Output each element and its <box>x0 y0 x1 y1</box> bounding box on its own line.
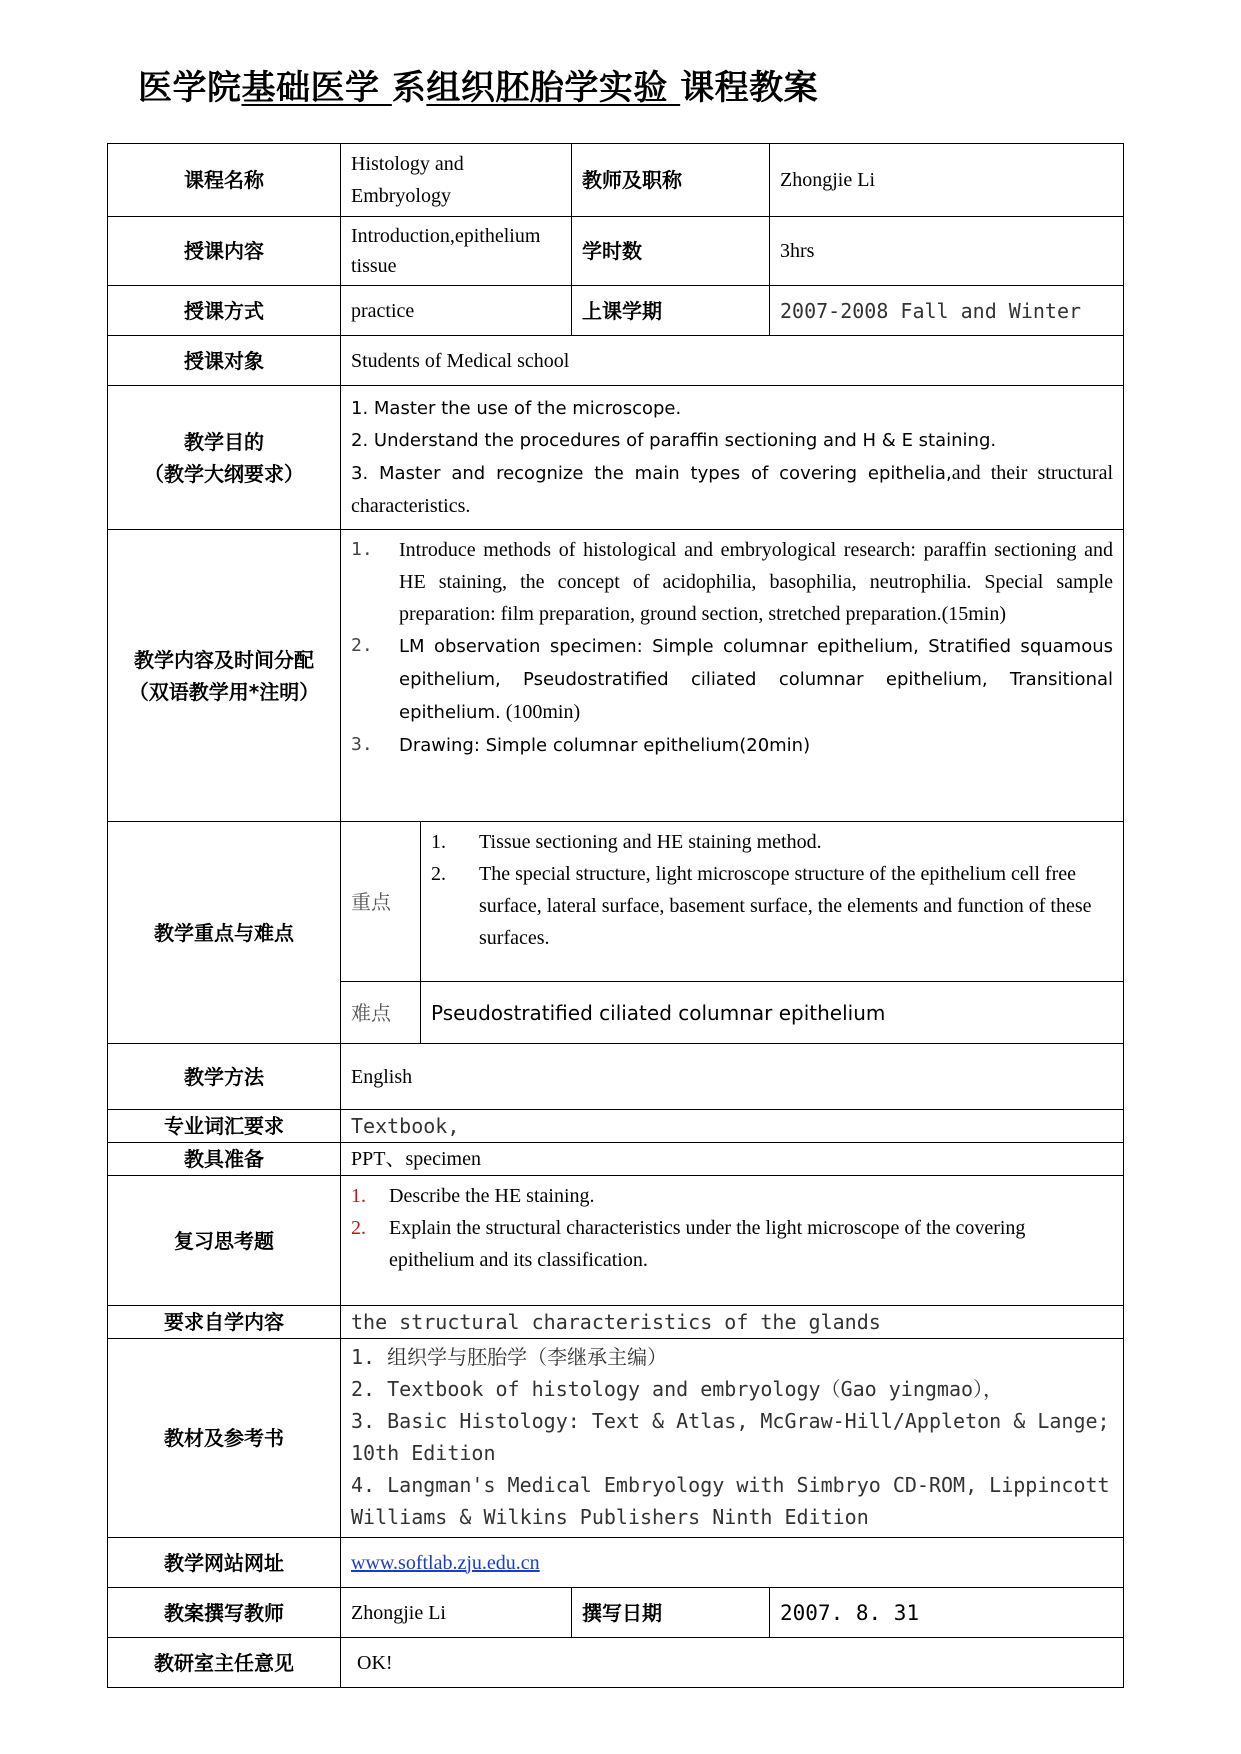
value-vocabulary: Textbook, <box>341 1110 1124 1143</box>
objective-item-part: and their structural characteristics. <box>351 462 1114 517</box>
label-method: 授课方式 <box>108 286 341 336</box>
label-hours: 学时数 <box>572 217 770 286</box>
label-schedule <box>108 530 341 822</box>
schedule-list <box>351 534 1113 762</box>
label-objectives <box>108 386 341 530</box>
review-list <box>351 1180 1113 1276</box>
label-self-study: 要求自学内容 <box>108 1306 341 1339</box>
value-teaching-method: English <box>341 1044 1124 1110</box>
value-key-points <box>421 822 1124 982</box>
label-schedule-line1: 教学内容及时间分配 <box>134 647 314 672</box>
key-point-number: 1. <box>431 831 446 853</box>
schedule-item <box>351 630 1113 729</box>
value-semester: 2007-2008 Fall and Winter <box>770 286 1124 336</box>
schedule-item-text: LM observation specimen: Simple columnar epithelium, Stratified squamous epithelium, Pseudostratified ciliated columnar epithelium, Transitional epithelium. <box>399 636 1114 723</box>
label-teacher-title: 教师及职称 <box>572 144 770 217</box>
row-objectives <box>108 386 1124 530</box>
row-author <box>108 1588 1124 1638</box>
label-content: 授课内容 <box>108 217 341 286</box>
label-tools: 教具准备 <box>108 1143 341 1176</box>
key-point-number: 2. <box>431 863 446 885</box>
value-website <box>341 1538 1124 1588</box>
value-course-name: Histology and Embryology <box>341 144 572 217</box>
website-link[interactable]: www.softlab.zju.edu.cn <box>351 1551 540 1574</box>
schedule-item <box>351 534 1113 630</box>
value-director: OK! <box>341 1638 1124 1688</box>
value-audience: Students of Medical school <box>341 336 1124 386</box>
row-website <box>108 1538 1124 1588</box>
label-course-name: 课程名称 <box>108 144 341 217</box>
row-course-name <box>108 144 1124 217</box>
value-review <box>341 1176 1124 1306</box>
schedule-item-number: 1. <box>351 539 373 560</box>
value-self-study: the structural characteristics of the glands <box>341 1306 1124 1339</box>
objective-item-part: 3. Master and recognize the main types of covering epithelia, <box>351 463 952 484</box>
label-website: 教学网站网址 <box>108 1538 341 1588</box>
title-college: 医学院 <box>138 68 242 108</box>
key-points-list <box>431 826 1113 954</box>
review-item-number: 1. <box>351 1185 366 1207</box>
row-key-points <box>108 822 1124 982</box>
value-tools: PPT、specimen <box>341 1143 1124 1176</box>
schedule-item <box>351 729 1113 762</box>
label-keypoints: 教学重点与难点 <box>108 822 341 1044</box>
lesson-plan-table <box>107 143 1124 1688</box>
title-suffix: 课程教案 <box>680 68 819 108</box>
row-content <box>108 217 1124 286</box>
label-semester: 上课学期 <box>572 286 770 336</box>
label-difficult: 难点 <box>341 982 421 1044</box>
page-title <box>138 60 818 109</box>
objective-item <box>351 457 1113 522</box>
label-review: 复习思考题 <box>108 1176 341 1306</box>
key-point-item <box>431 858 1113 954</box>
reference-item: 1. 组织学与胚胎学（李继承主编） <box>351 1345 668 1369</box>
schedule-item-text: Drawing: Simple columnar epithelium(20min) <box>399 735 811 756</box>
value-references <box>341 1339 1124 1538</box>
value-teacher: Zhongjie Li <box>770 144 1124 217</box>
title-department: 基础医学 <box>241 68 392 108</box>
key-point-text: Tissue sectioning and HE staining method. <box>479 831 822 853</box>
key-point-item <box>431 826 1113 858</box>
schedule-item-duration: (100min) <box>500 701 581 723</box>
title-dept-suffix: 系 <box>391 68 427 108</box>
label-key: 重点 <box>341 822 421 982</box>
label-audience: 授课对象 <box>108 336 341 386</box>
value-date: 2007. 8. 31 <box>770 1588 1124 1638</box>
value-content: Introduction,epithelium tissue <box>341 217 572 286</box>
label-objectives-line1: 教学目的 <box>184 429 264 454</box>
value-hours: 3hrs <box>770 217 1124 286</box>
row-schedule <box>108 530 1124 822</box>
label-director: 教研室主任意见 <box>108 1638 341 1688</box>
label-teaching-method: 教学方法 <box>108 1044 341 1110</box>
title-course: 组织胚胎学实验 <box>426 68 681 108</box>
value-author: Zhongjie Li <box>341 1588 572 1638</box>
schedule-item-text: Introduce methods of histological and embryological research: paraffin sectioning and HE staining, the concept of acidophilia, basophilia, neutrophilia. Special sample preparation: film preparation, ground section, stretched preparation.(15min) <box>399 539 1114 625</box>
review-item <box>351 1212 1113 1276</box>
label-references: 教材及参考书 <box>108 1339 341 1538</box>
row-audience <box>108 336 1124 386</box>
row-method <box>108 286 1124 336</box>
value-schedule <box>341 530 1124 822</box>
review-item-text: Explain the structural characteristics under the light microscope of the covering epithelium and its classification. <box>389 1217 1026 1271</box>
label-author: 教案撰写教师 <box>108 1588 341 1638</box>
row-tools <box>108 1143 1124 1176</box>
value-objectives <box>341 386 1124 530</box>
label-date: 撰写日期 <box>572 1588 770 1638</box>
label-objectives-line2: （教学大纲要求） <box>144 461 304 486</box>
reference-item: 3. Basic Histology: Text & Atlas, McGraw-Hill/Appleton & Lange; 10th Edition <box>351 1409 1110 1465</box>
objective-item: 2. Understand the procedures of paraffin sectioning and H & E staining. <box>351 430 997 451</box>
row-teaching-method <box>108 1044 1124 1110</box>
review-item <box>351 1180 1113 1212</box>
value-method: practice <box>341 286 572 336</box>
value-difficult: Pseudostratified ciliated columnar epithelium <box>421 982 1124 1044</box>
row-director <box>108 1638 1124 1688</box>
review-item-text: Describe the HE staining. <box>389 1185 595 1207</box>
objective-item: 1. Master the use of the microscope. <box>351 398 682 419</box>
label-schedule-line2: （双语教学用*注明） <box>128 679 320 704</box>
key-point-text: The special structure, light microscope structure of the epithelium cell free surface, lateral surface, basement surface, the elements and function of these surfaces. <box>479 863 1092 949</box>
reference-item: 4. Langman's Medical Embryology with Simbryo CD-ROM, Lippincott Williams & Wilkins Publishers Ninth Edition <box>351 1473 1110 1529</box>
schedule-item-number: 2. <box>351 635 373 656</box>
row-self-study <box>108 1306 1124 1339</box>
row-vocabulary <box>108 1110 1124 1143</box>
row-review <box>108 1176 1124 1306</box>
row-references <box>108 1339 1124 1538</box>
reference-item: 2. Textbook of histology and embryology（Gao yingmao）， <box>351 1377 1004 1401</box>
schedule-item-number: 3. <box>351 734 373 755</box>
review-item-number: 2. <box>351 1217 366 1239</box>
label-vocabulary: 专业词汇要求 <box>108 1110 341 1143</box>
